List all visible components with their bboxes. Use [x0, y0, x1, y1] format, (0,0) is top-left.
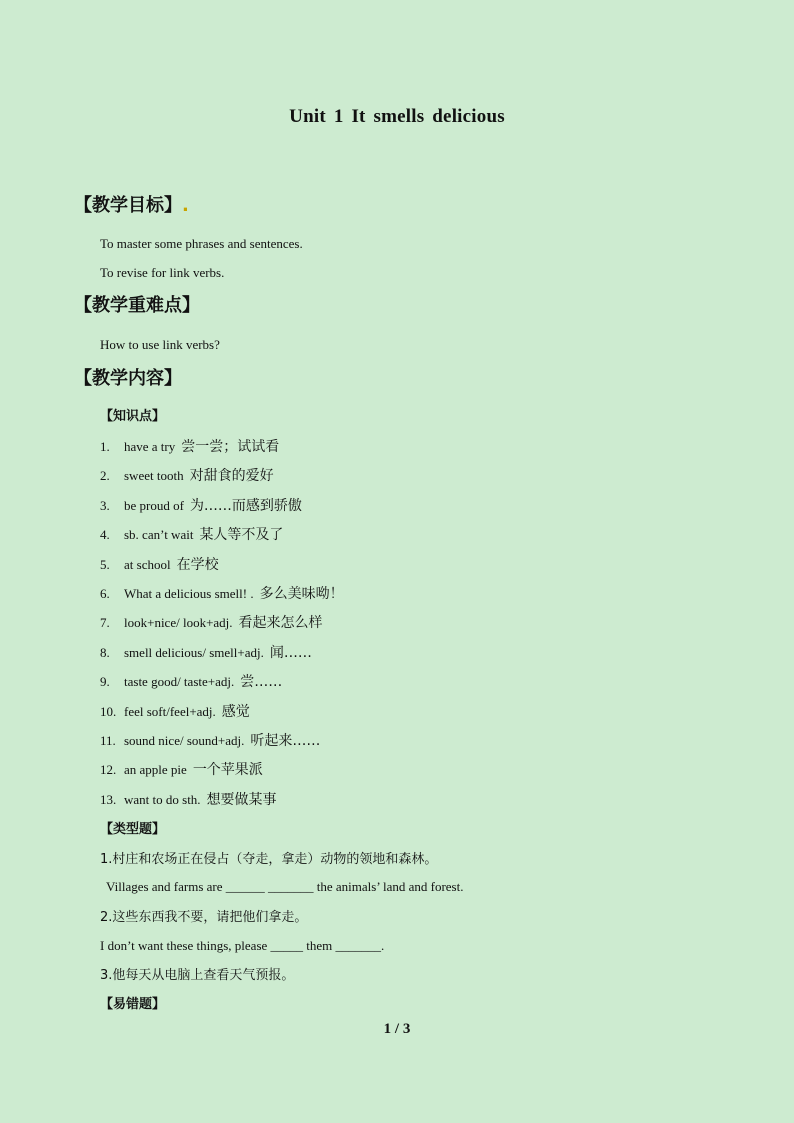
item-number: 5.: [100, 556, 110, 572]
item-chinese: 对甜食的爱好: [189, 468, 274, 485]
item-number: 6.: [100, 586, 110, 601]
item-number: 3.: [100, 497, 110, 513]
knowledge-item: [100, 554, 219, 574]
item-chinese: 想要做某事: [206, 791, 277, 808]
type-question-1-en: Villages and farms are ______ _______ the animals’ land and forest.: [106, 879, 464, 894]
knowledge-item: [100, 436, 279, 456]
item-english: be proud of: [124, 497, 184, 513]
item-chinese: 多么美味呦！: [259, 586, 344, 602]
item-english: want to do sth.: [124, 791, 201, 807]
page-title: Unit 1 It smells delicious: [289, 106, 505, 127]
knowledge-item: [100, 495, 302, 515]
knowledge-item: [100, 524, 283, 544]
item-english: sweet tooth: [124, 468, 184, 484]
knowledge-item: [100, 612, 323, 632]
knowledge-item: [100, 465, 274, 485]
item-number: 10.: [100, 703, 117, 719]
item-number: 1.: [100, 439, 110, 454]
type-question-3-zh: 3.他每天从电脑上查看天气预报。: [100, 968, 295, 983]
item-english: at school: [124, 556, 171, 572]
item-number: 2.: [100, 468, 110, 484]
item-chinese: 某人等不及了: [199, 527, 284, 544]
item-number: 7.: [100, 615, 110, 631]
item-number: 8.: [100, 644, 110, 660]
item-english: look+nice/ look+adj.: [124, 615, 233, 631]
item-english: What a delicious smell! .: [124, 586, 254, 601]
content-heading: 【教学内容】: [74, 368, 182, 389]
goal-line-2: To revise for link verbs.: [100, 265, 225, 280]
item-english: have a try: [124, 439, 176, 454]
knowledge-item: [100, 730, 320, 750]
item-english: sb. can’t wait: [124, 527, 194, 543]
item-number: 13.: [100, 791, 117, 807]
type-question-1-zh: 1.村庄和农场正在侵占（夺走，拿走）动物的领地和森林。: [100, 852, 438, 867]
type-question-2-zh: 2.这些东西我不要，请把他们拿走。: [100, 910, 308, 925]
errors-label: 【易错题】: [100, 997, 166, 1012]
goal-line-1: To master some phrases and sentences.: [100, 236, 303, 251]
item-chinese: 看起来怎么样: [238, 615, 323, 632]
goals-heading: 【教学目标】.: [74, 195, 189, 216]
item-english: feel soft/feel+adj.: [124, 703, 216, 719]
item-chinese: 听起来……: [250, 733, 321, 749]
keypoint-line-1: How to use link verbs?: [100, 337, 220, 352]
item-number: 11.: [100, 733, 116, 748]
type-question-2-en: I don’t want these things, please _____ them _______.: [100, 938, 385, 953]
knowledge-item: [100, 759, 263, 779]
types-label: 【类型题】: [100, 822, 166, 837]
knowledge-item: [100, 671, 282, 691]
item-number: 4.: [100, 527, 110, 543]
knowledge-item: [100, 789, 277, 809]
page-number: 1 / 3: [383, 1021, 411, 1037]
knowledge-item: [100, 701, 250, 721]
item-english: an apple pie: [124, 762, 187, 778]
keypoints-heading: 【教学重难点】: [74, 295, 200, 316]
item-english: sound nice/ sound+adj.: [124, 733, 245, 748]
item-number: 9.: [100, 674, 110, 690]
knowledge-label: 【知识点】: [100, 409, 166, 424]
item-chinese: 在学校: [176, 556, 219, 573]
goals-dot: .: [182, 195, 189, 216]
item-number: 12.: [100, 762, 117, 778]
knowledge-item: [100, 642, 312, 662]
item-chinese: 感觉: [221, 703, 250, 720]
item-english: smell delicious/ smell+adj.: [124, 644, 264, 660]
item-chinese: 尝……: [240, 674, 283, 691]
item-chinese: 一个苹果派: [192, 762, 263, 779]
item-chinese: 闻……: [269, 644, 312, 661]
item-chinese: 尝一尝；试试看: [181, 439, 280, 455]
item-english: taste good/ taste+adj.: [124, 674, 235, 690]
item-chinese: 为……而感到骄傲: [189, 497, 302, 514]
knowledge-item: [100, 583, 344, 603]
